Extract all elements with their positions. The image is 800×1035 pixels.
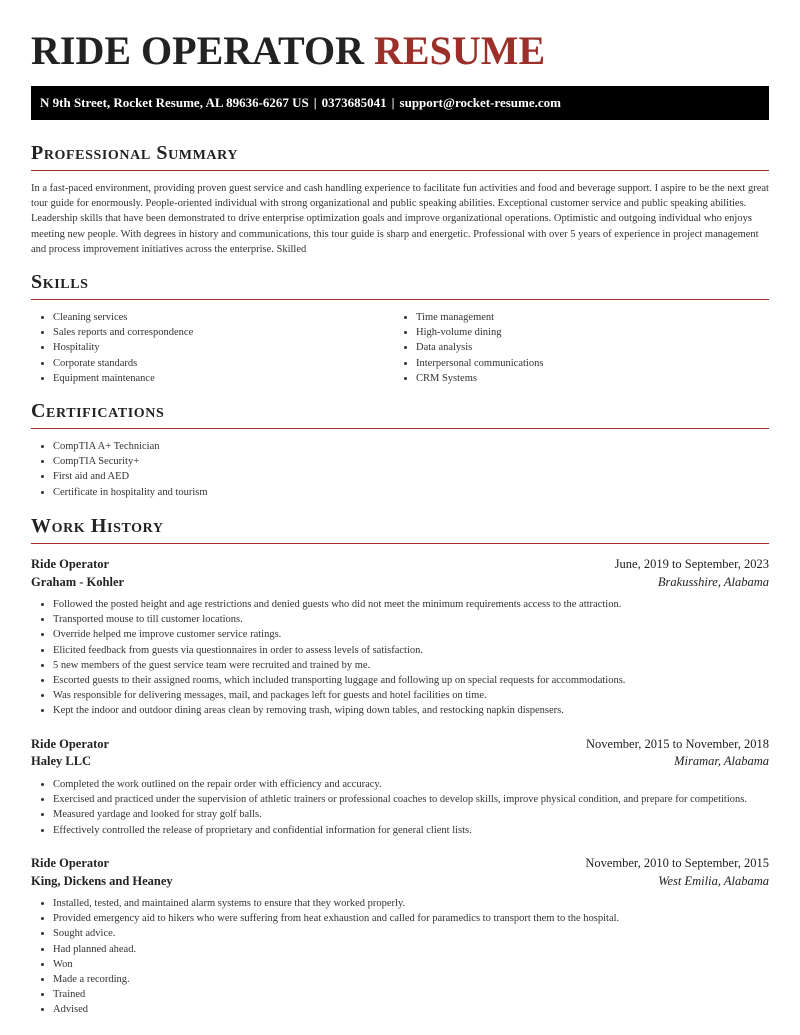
skill-item: • CRM Systems <box>416 371 543 386</box>
job-title-row <box>31 555 769 573</box>
contact-email: support@rocket-resume.com <box>399 95 561 110</box>
certification-item: • First aid and AED <box>53 469 208 484</box>
job-title: Ride Operator <box>31 737 110 751</box>
job-bullet: • Elicited feedback from guests via questionnaires in order to assess levels of satisfaction. <box>53 643 625 658</box>
job-bullet: • Trained <box>53 987 619 1002</box>
job-bullet: • Escorted guests to their assigned rooms, which included transporting luggage and following up on special requests for accommodations. <box>53 673 625 688</box>
job-title: Ride Operator <box>31 856 110 870</box>
skill-item: • Corporate standards <box>53 356 193 371</box>
contact-separator: | <box>391 95 395 110</box>
job-bullet: • Kept the indoor and outdoor dining areas clean by removing trash, wiping down tables, and restocking napkin dispensers. <box>53 703 625 718</box>
job-bullet: • Completed the work outlined on the repair order with efficiency and accuracy. <box>53 777 747 792</box>
summary-text: In a fast-paced environment, providing proven guest service and cash handling experience to facilitate fun activities and food and beverage support. I aspire to be the next great tour guide for enormously. People-oriented individual with strong organizational and public speaking abilities. Exceptional customer service and public speaking abilities. Leadership skills that have been demonstrated to drive enterprise optimization goals and improve organizational operations. Optimistic and outgoing individual who enjoys meeting new people. With degrees in history and communications, this tour guide is sharp and energetic. Professional with over 5 years of experience in project management and process improvement initiatives across the enterprise. Skilled <box>31 183 769 255</box>
job-bullet: • Won <box>53 957 619 972</box>
skill-item: • Interpersonal communications <box>416 356 543 371</box>
job-company: Haley LLC <box>31 754 92 768</box>
job-bullet: • Had planned ahead. <box>53 942 619 957</box>
skill-item: • Cleaning services <box>53 310 193 325</box>
contact-bar <box>31 86 769 120</box>
job-company-row <box>31 573 769 591</box>
certifications-list <box>31 439 208 500</box>
job-bullet: • Exercised and practiced under the supervision of athletic trainers or professional coaches to develop skills, improve physical condition, and prepare for competitions. <box>53 792 747 807</box>
job-location: West Emilia, Alabama <box>658 874 769 888</box>
skills-list-right <box>394 310 543 386</box>
summary-heading: Professional Summary <box>31 140 769 171</box>
title-job: RIDE OPERATOR <box>31 28 365 73</box>
job-bullet: • Advised <box>53 1002 619 1017</box>
job-bullet: • Followed the posted height and age restrictions and denied guests who did not meet the minimum requirements access to the attraction. <box>53 597 625 612</box>
contact-phone: 0373685041 <box>321 95 387 110</box>
contact-separator: | <box>313 95 317 110</box>
job-bullets <box>31 896 619 1018</box>
certification-item: • CompTIA A+ Technician <box>53 439 208 454</box>
job-bullet: • Provided emergency aid to hikers who were suffering from heat exhaustion and called for paramedics to transport them to the hospital. <box>53 911 619 926</box>
job-bullets <box>31 777 747 838</box>
skill-item: • Data analysis <box>416 340 543 355</box>
job-bullet: • Effectively controlled the release of proprietary and confidential information for general client lists. <box>53 823 747 838</box>
job-bullets <box>31 597 625 719</box>
job-company: Graham - Kohler <box>31 575 125 589</box>
skills-heading: Skills <box>31 269 769 300</box>
certification-item: • Certificate in hospitality and tourism <box>53 485 208 500</box>
certifications-heading: Certifications <box>31 398 769 429</box>
job-title-row <box>31 854 769 872</box>
job-bullet: • Was responsible for delivering messages, mail, and packages left for guests and hotel facilities on time. <box>53 688 625 703</box>
skill-item: • Equipment maintenance <box>53 371 193 386</box>
skill-item: • Time management <box>416 310 543 325</box>
title-resume: RESUME <box>374 28 546 73</box>
job-title: Ride Operator <box>31 557 110 571</box>
skill-item: • Hospitality <box>53 340 193 355</box>
skills-list-left <box>31 310 193 386</box>
job-company-row <box>31 752 769 770</box>
job-company-row <box>31 872 769 890</box>
job-dates: June, 2019 to September, 2023 <box>614 557 769 571</box>
work-history-heading: Work History <box>31 513 769 544</box>
job-dates: November, 2010 to September, 2015 <box>585 856 769 870</box>
job-location: Brakusshire, Alabama <box>657 575 769 589</box>
job-bullet: • Installed, tested, and maintained alarm systems to ensure that they worked properly. <box>53 896 619 911</box>
resume-title <box>31 26 545 76</box>
job-company: King, Dickens and Heaney <box>31 874 173 888</box>
job-bullet: • Measured yardage and looked for stray golf balls. <box>53 807 747 822</box>
job-bullet: • 5 new members of the guest service team were recruited and trained by me. <box>53 658 625 673</box>
job-bullet: • Override helped me improve customer service ratings. <box>53 627 625 642</box>
contact-address: N 9th Street, Rocket Resume, AL 89636-6267 US <box>40 95 309 110</box>
skill-item: • High-volume dining <box>416 325 543 340</box>
job-bullet: • Sought advice. <box>53 926 619 941</box>
job-bullet: • Transported mouse to till customer locations. <box>53 612 625 627</box>
job-bullet: • Made a recording. <box>53 972 619 987</box>
skill-item: • Sales reports and correspondence <box>53 325 193 340</box>
certification-item: • CompTIA Security+ <box>53 454 208 469</box>
job-location: Miramar, Alabama <box>674 754 769 768</box>
job-title-row <box>31 735 769 753</box>
job-dates: November, 2015 to November, 2018 <box>586 737 769 751</box>
